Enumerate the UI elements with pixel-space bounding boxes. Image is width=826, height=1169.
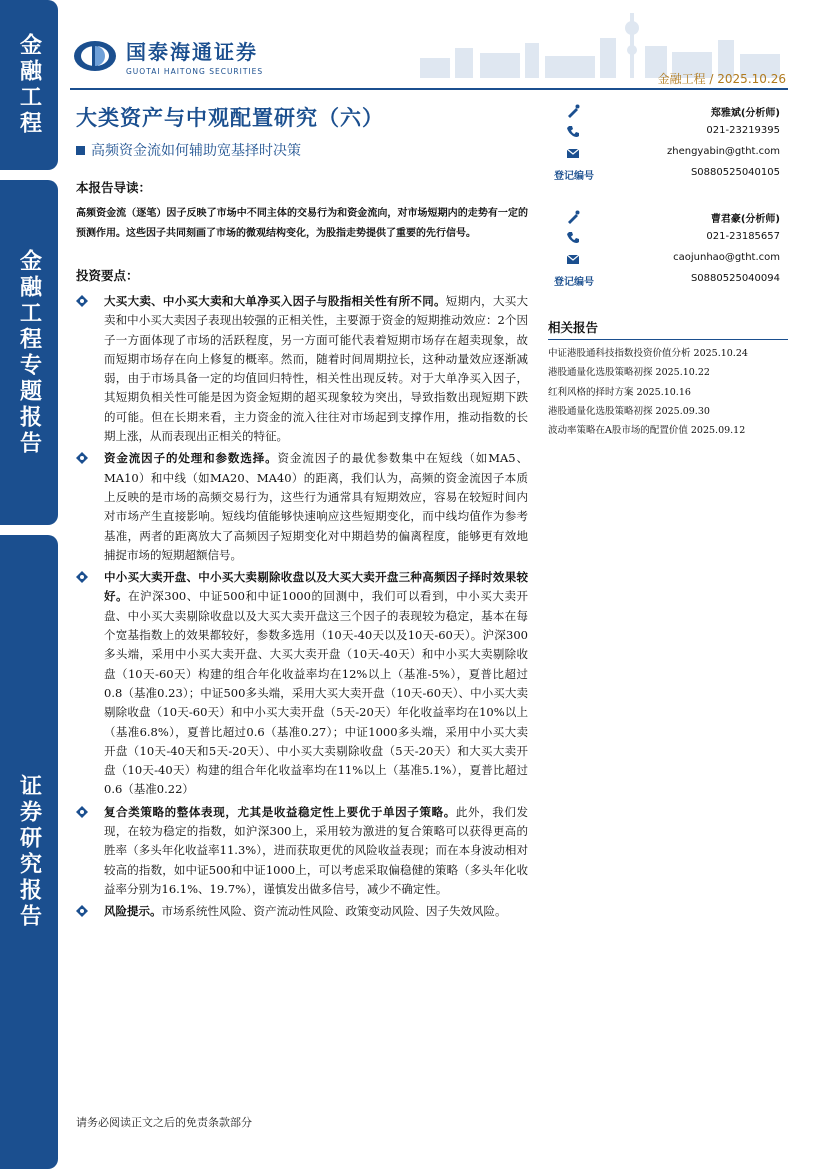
points-heading: 投资要点： xyxy=(76,268,139,283)
registration-number: S0880525040094 xyxy=(690,273,780,284)
registration-label: 登记编号 xyxy=(554,277,594,288)
phone-icon xyxy=(566,125,580,139)
sidebar-tag-category: 金融工程 xyxy=(0,0,58,170)
key-point: 中小买大卖开盘、中小买大卖剔除收盘以及大买大卖开盘三种高频因子择时效果较好。在沪深300、中证500和中证1000的回测中，我们可以看到，中小买大卖开盘、中小买大卖剔除收盘以及大买大卖开盘这三个因子的表现较为稳定，基本在每个宽基指数上的效果都较好，参数多选用（10天-40天以及10天-60天）。沪深300多头端，采用中小买大卖开盘、大买大卖开盘（10天-40天）和中小买大卖剔除收盘（10天-60天）构建的组合年化收益率均在12%以上（基准-5%），夏普比超过0.8（基准0.23）；中证500多头端，采用大买大卖开盘（10天-60天）、中小买大卖剔除收盘（10天-60天）和中小买大卖开盘（5天-20天）年化收益率均在10%以上（基准6.8%），夏普比超过0.6（基准0.27）；中证1000多头端，采用中小买大卖开盘（10天-40天和5天-20天）、中小买大卖剔除收盘（5天-20天）和大买大卖开盘（10天-40天）构建的组合年化收益率均在11%以上（基准5.1%），夏普比超过0.6（基准0.22） xyxy=(76,568,528,800)
diamond-bullet-icon xyxy=(76,452,88,464)
email-icon xyxy=(566,252,580,266)
phone-icon xyxy=(566,231,580,245)
report-title: 大类资产与中观配置研究（六） xyxy=(76,106,384,130)
related-reports-list xyxy=(548,344,788,440)
logo-name-en: GUOTAI HAITONG SECURITIES xyxy=(126,67,264,76)
analyst-email[interactable]: caojunhao@gtht.com xyxy=(673,252,780,263)
main-content xyxy=(76,178,528,922)
logo-mark-icon xyxy=(72,39,118,73)
related-report-link[interactable]: 波动率策略在A股市场的配置价值 2025.09.12 xyxy=(548,425,746,437)
key-point: 复合类策略的整体表现，尤其是收益稳定性上要优于单因子策略。此外，我们发现，在较为稳定的指数，如沪深300上，采用较为激进的复合策略可以获得更高的胜率（多头年化收益率11.3%），进而获取更优的风险收益表现；而在本身波动相对较高的指数，如中证500和中证1000上，可以考虑采取偏稳健的策略（多头年化收益率分别为16.1%、19.7%），谨慎发出做多信号，减少不确定性。 xyxy=(76,803,528,899)
key-point: 大买大卖、中小买大卖和大单净买入因子与股指相关性有所不同。短期内，大买大卖和中小买大卖因子表现出较强的正相关性，主要源于资金的短期推动效应：2个因子一方面体现了市场的活跃程度，另一方面可能代表着短期市场存在超卖现象，故而短期市场存在向上修复的概率。然而，随着时间周期拉长，这种动量效应逐渐减弱，由于市场具备一定的均值回归特性，相关性出现反转。对于大单净买入因子，其短期负相关性可能是因为资金短期的超买现象较为突出，导致指数出现短期下跌的可能。但在长期来看，主力资金的流入往往对市场起到支撑作用，推动指数的长期上涨，从而表现出正相关的特征。 xyxy=(76,292,528,446)
registration-number: S0880525040105 xyxy=(690,167,780,178)
pen-icon xyxy=(566,104,580,118)
pen-icon xyxy=(566,210,580,224)
related-report-link[interactable]: 红利风格的择时方案 2025.10.16 xyxy=(548,386,691,398)
email-icon xyxy=(566,146,580,160)
analyst-name: 曹君豪(分析师) xyxy=(710,214,780,225)
analyst-email[interactable]: zhengyabin@gtht.com xyxy=(667,146,780,157)
related-divider xyxy=(548,339,788,340)
company-logo xyxy=(72,36,263,76)
report-subtitle: 高频资金流如何辅助宽基择时决策 xyxy=(76,140,301,160)
registration-label: 登记编号 xyxy=(554,171,594,182)
square-bullet-icon xyxy=(76,146,85,155)
related-report-link[interactable]: 港股通量化选股策略初探 2025.10.22 xyxy=(548,367,710,379)
analyst-phone: 021-23219395 xyxy=(706,125,780,136)
diamond-bullet-icon xyxy=(76,806,88,818)
guide-text: 高频资金流（逐笔）因子反映了市场中不同主体的交易行为和资金流向，对市场短期内的走势有一定的预测作用。这些因子共同刻画了市场的微观结构变化，为股指走势提供了重要的先行信号。 xyxy=(76,208,528,239)
diamond-bullet-icon xyxy=(76,295,88,307)
diamond-bullet-icon xyxy=(76,571,88,583)
related-report-link[interactable]: 中证港股通科技指数投资价值分析 2025.10.24 xyxy=(548,348,748,359)
left-sidebar xyxy=(0,0,58,1169)
skyline-decoration xyxy=(400,8,800,78)
category-date: 金融工程 / 2025.10.26 xyxy=(657,72,786,86)
analyst-card xyxy=(548,102,788,186)
sidebar-tag-report-type: 金融工程专题报告 xyxy=(0,180,58,525)
logo-name-cn: 国泰海通证券 xyxy=(126,40,258,64)
analyst-card xyxy=(548,208,788,292)
related-reports-heading: 相关报告 xyxy=(548,320,599,335)
header-divider xyxy=(70,88,788,90)
key-point: 资金流因子的处理和参数选择。资金流因子的最优参数集中在短线（如MA5、MA10）和中线（如MA20、MA40）的距离，我们认为，高频的资金流因子本质上反映的是市场的高频交易行为，这些行为通常具有短期效应，容易在较短时间内对市场产生直接影响。短线均值能够快速响应这些短期变化，而中线均值作为参考基准，两者的距离放大了高频因子短期变化对中期趋势的偏离程度，能够更有效地捕捉市场的短期超额信号。 xyxy=(76,449,528,565)
sidebar-tag-research: 证券研究报告 xyxy=(0,535,58,1169)
guide-heading: 本报告导读： xyxy=(76,180,152,195)
analyst-name: 郑雅斌(分析师) xyxy=(710,108,780,119)
diamond-bullet-icon xyxy=(76,905,88,917)
disclaimer-footer: 请务必阅读正文之后的免责条款部分 xyxy=(76,1116,252,1129)
key-point: 风险提示。市场系统性风险、资产流动性风险、政策变动风险、因子失效风险。 xyxy=(76,902,528,921)
analyst-phone: 021-23185657 xyxy=(706,231,780,242)
related-report-link[interactable]: 港股通量化选股策略初探 2025.09.30 xyxy=(548,405,710,417)
